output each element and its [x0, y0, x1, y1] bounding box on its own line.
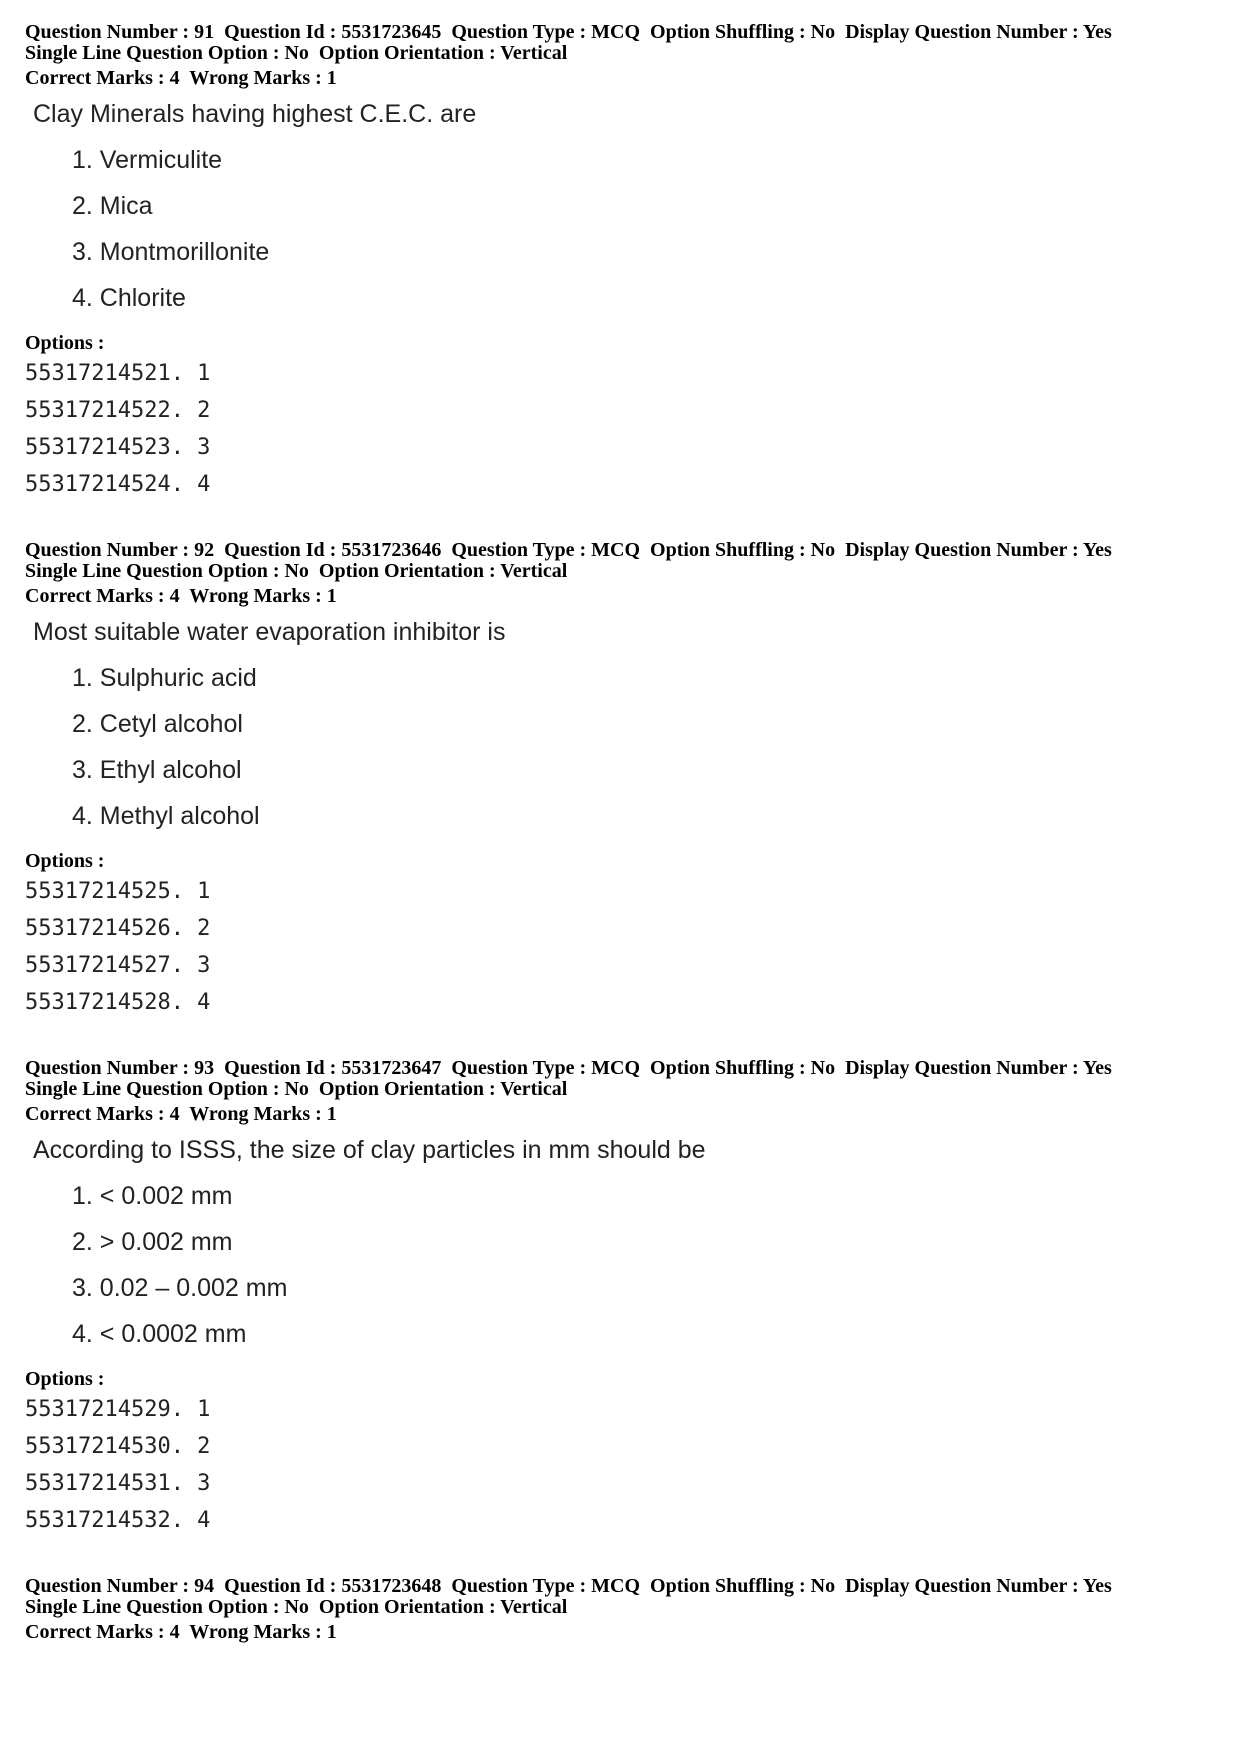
option-id-list	[25, 1397, 1225, 1534]
answer-choice: 3. Ethyl alcohol	[72, 756, 242, 784]
answer-choice-list	[25, 663, 1225, 831]
answer-choice: 1. Sulphuric acid	[72, 664, 257, 692]
answer-choice: 3. Montmorillonite	[72, 238, 270, 266]
option-id: 55317214529. 1	[25, 1397, 211, 1422]
option-id: 55317214530. 2	[25, 1434, 211, 1459]
answer-choice: 2. Mica	[72, 192, 153, 220]
answer-choice: 1. < 0.002 mm	[72, 1182, 233, 1210]
question-marks: Correct Marks : 4 Wrong Marks : 1	[25, 1621, 337, 1643]
options-label: Options :	[25, 1368, 105, 1390]
question-separator	[25, 498, 1225, 540]
question-separator	[25, 1016, 1225, 1058]
option-id: 55317214528. 4	[25, 990, 211, 1015]
question-marks: Correct Marks : 4 Wrong Marks : 1	[25, 1103, 337, 1125]
option-id-list	[25, 879, 1225, 1016]
option-id: 55317214524. 4	[25, 472, 211, 497]
answer-choice: 1. Vermiculite	[72, 146, 223, 174]
options-label: Options :	[25, 332, 105, 354]
question-meta-line: Single Line Question Option : No Option Orientation : Vertical	[25, 42, 568, 64]
question-meta-line: Single Line Question Option : No Option Orientation : Vertical	[25, 1596, 568, 1618]
answer-choice: 4. Methyl alcohol	[72, 802, 260, 830]
question-text: Clay Minerals having highest C.E.C. are	[33, 100, 477, 128]
option-id-list	[25, 361, 1225, 498]
question-meta-line: Question Number : 91 Question Id : 5531723645 Question Type : MCQ Option Shuffling : No Display Question Number : Yes	[25, 21, 1112, 43]
question-marks: Correct Marks : 4 Wrong Marks : 1	[25, 67, 337, 89]
answer-choice: 3. 0.02 – 0.002 mm	[72, 1274, 288, 1302]
question-text: Most suitable water evaporation inhibitor is	[33, 618, 506, 646]
question-meta-line: Question Number : 94 Question Id : 5531723648 Question Type : MCQ Option Shuffling : No Display Question Number : Yes	[25, 1575, 1112, 1597]
question-separator	[25, 1534, 1225, 1576]
question-text: According to ISSS, the size of clay particles in mm should be	[33, 1136, 706, 1164]
option-id: 55317214532. 4	[25, 1508, 211, 1533]
answer-choice-list	[25, 1181, 1225, 1349]
question-paper-page	[25, 22, 1225, 1643]
options-label: Options :	[25, 850, 105, 872]
answer-choice: 2. Cetyl alcohol	[72, 710, 243, 738]
question-block-92	[25, 540, 1225, 1016]
option-id: 55317214522. 2	[25, 398, 211, 423]
question-marks: Correct Marks : 4 Wrong Marks : 1	[25, 585, 337, 607]
question-meta-line: Question Number : 93 Question Id : 5531723647 Question Type : MCQ Option Shuffling : No Display Question Number : Yes	[25, 1057, 1112, 1079]
answer-choice: 4. Chlorite	[72, 284, 186, 312]
answer-choice: 4. < 0.0002 mm	[72, 1320, 247, 1348]
option-id: 55317214526. 2	[25, 916, 211, 941]
question-meta-line: Question Number : 92 Question Id : 5531723646 Question Type : MCQ Option Shuffling : No Display Question Number : Yes	[25, 539, 1112, 561]
question-meta-line: Single Line Question Option : No Option Orientation : Vertical	[25, 560, 568, 582]
option-id: 55317214521. 1	[25, 361, 211, 386]
option-id: 55317214523. 3	[25, 435, 211, 460]
question-block-94	[25, 1576, 1225, 1643]
option-id: 55317214531. 3	[25, 1471, 211, 1496]
question-block-93	[25, 1058, 1225, 1534]
answer-choice: 2. > 0.002 mm	[72, 1228, 233, 1256]
question-block-91	[25, 22, 1225, 498]
option-id: 55317214527. 3	[25, 953, 211, 978]
answer-choice-list	[25, 145, 1225, 313]
option-id: 55317214525. 1	[25, 879, 211, 904]
question-meta-line: Single Line Question Option : No Option Orientation : Vertical	[25, 1078, 568, 1100]
